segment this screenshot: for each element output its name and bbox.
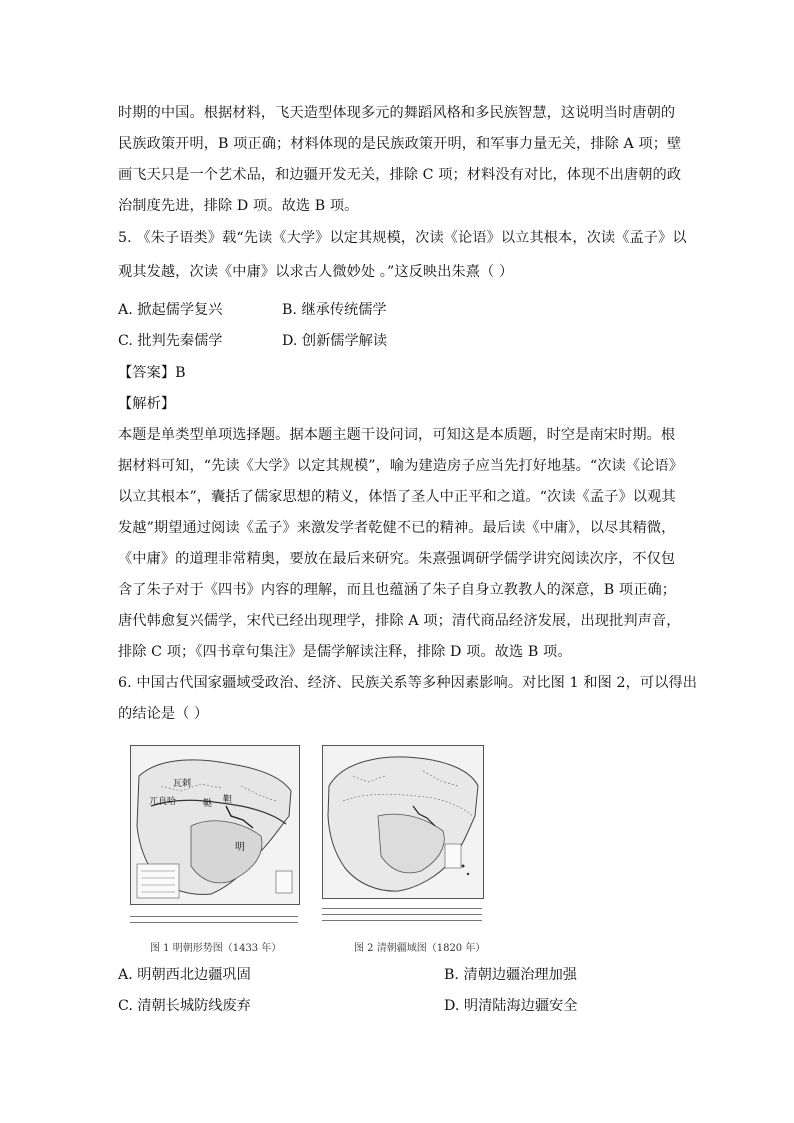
figure-1-ming-map <box>130 745 300 954</box>
intro-line: 画飞天只是一个艺术品，和边疆开发无关，排除 C 项；材料没有对比，体现不出唐朝的政 <box>118 167 682 183</box>
q5-analysis-line: 排除 C 项；《四书章句集注》是儒学解读注释，排除 D 项。故选 B 项。 <box>118 644 572 660</box>
q6-stem-line: 的结论是（ ） <box>118 706 209 722</box>
q6-option-b: B. 清朝边疆治理加强 <box>444 967 577 983</box>
map-label-wuliangha: 兀良哈 <box>149 797 177 807</box>
intro-line: 时期的中国。根据材料，飞天造型体现多元的舞蹈风格和多民族智慧，这说明当时唐朝的 <box>118 105 676 121</box>
figure-1-caption: 图 1 明朝形势图（1433 年） <box>150 943 282 954</box>
q5-analysis-label: 【解析】 <box>118 396 176 412</box>
ming-map-image <box>130 745 300 905</box>
intro-line: 治制度先进，排除 D 项。故选 B 项。 <box>118 198 359 214</box>
ming-map-drawing <box>131 746 299 904</box>
qing-map-image <box>322 745 484 899</box>
q5-analysis-line: 含了朱子对于《四书》内容的理解，而且也蕴涵了朱子自身立教教人的深意，B 项正确； <box>118 582 677 598</box>
q6-option-d: D. 明清陆海边疆安全 <box>444 998 578 1014</box>
q5-option-a: A. 掀起儒学复兴 <box>118 302 223 318</box>
map-label-ming: 明 <box>235 842 245 853</box>
q6-stem-line: 6. 中国古代国家疆域受政治、经济、民族关系等多种因素影响。对比图 1 和图 2，可以得出 <box>118 675 698 691</box>
q5-stem-line: 5. 《朱子语类》载“先读《大学》以定其规模，次读《论语》以立其根本，次读《孟子》以 <box>118 230 687 246</box>
figure-2-legend <box>322 903 482 931</box>
q5-analysis-line: 以立其根本”，囊括了儒家思想的精义，体悟了圣人中正平和之道。“次读《孟子》以观其 <box>118 489 676 505</box>
q5-option-d: D. 创新儒学解读 <box>282 333 388 349</box>
q5-analysis-line: 据材料可知，“先读《大学》以定其规模”，喻为建造房子应当先打好地基。“次读《论语》 <box>118 458 683 474</box>
q5-option-c: C. 批判先秦儒学 <box>118 333 223 349</box>
q5-option-b: B. 继承传统儒学 <box>282 302 387 318</box>
q5-answer: 【答案】B <box>118 365 186 381</box>
q5-analysis-line: 本题是单类型单项选择题。据本题主题干设问词，可知这是本质题，时空是南宋时期。根 <box>118 427 676 443</box>
figure-1-legend <box>130 911 298 939</box>
q6-option-c: C. 清朝长城防线废弃 <box>118 998 251 1014</box>
q5-analysis-line: 唐代韩愈复兴儒学，宋代已经出现理学，排除 A 项；清代商品经济发展，出现批判声音， <box>118 613 681 629</box>
figure-2-qing-map <box>322 745 486 954</box>
map-label-dada-1: 鞑 <box>203 799 213 809</box>
map-label-wala: 瓦剌 <box>173 779 192 789</box>
figure-2-caption: 图 2 清朝疆域图（1820 年） <box>354 943 486 954</box>
q5-analysis-line: 发越”期望通过阅读《孟子》来激发学者乾健不已的精神。最后读《中庸》，以尽其精微， <box>118 520 676 536</box>
q5-stem-line: 观其发越，次读《中庸》以求古人微妙处 。”这反映出朱熹（ ） <box>118 264 514 280</box>
intro-line: 民族政策开明，B 项正确；材料体现的是民族政策开明，和军事力量无关，排除 A 项；壁 <box>118 136 682 152</box>
q5-analysis-line: 《中庸》的道理非常精奥，要放在最后来研究。朱熹强调研学儒学讲究阅读次序，不仅包 <box>118 551 676 567</box>
qing-map-drawing <box>323 746 483 898</box>
q6-option-a: A. 明朝西北边疆巩固 <box>118 967 251 983</box>
map-label-dada-2: 靼 <box>223 795 233 805</box>
